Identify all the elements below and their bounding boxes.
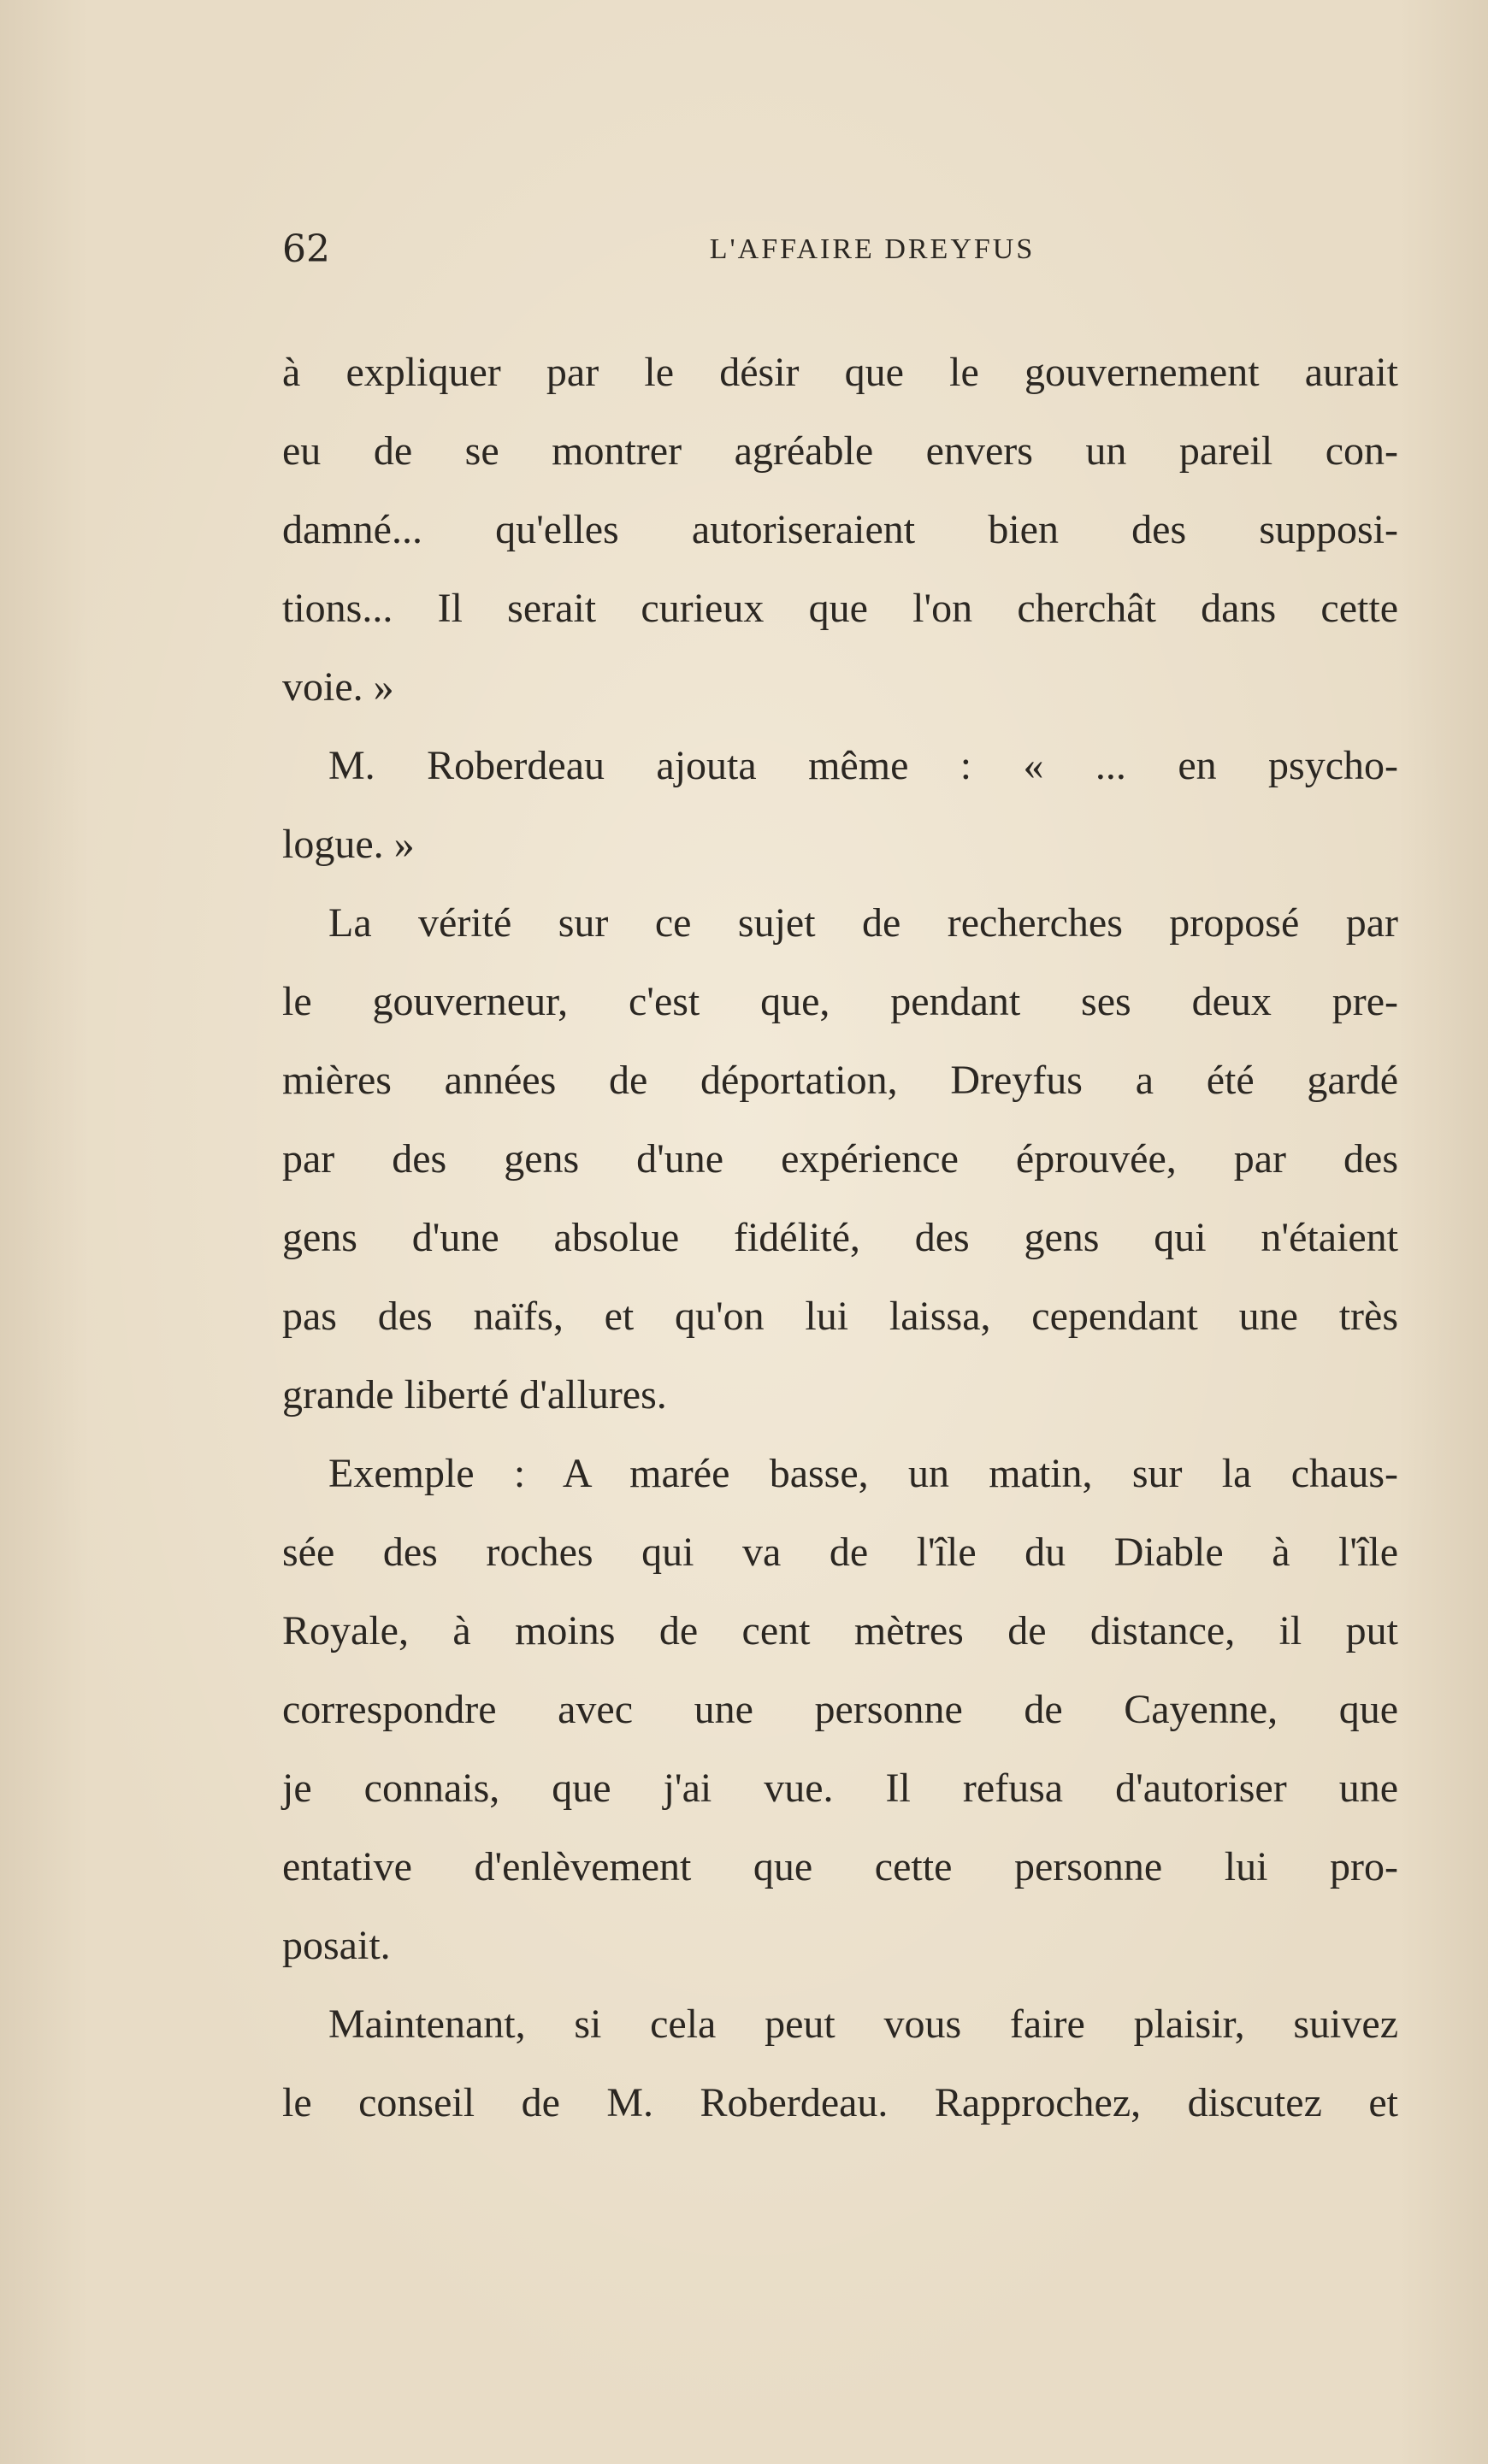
text-line: voie. » (282, 664, 394, 710)
text-line: je connais, que j'ai vue. Il refusa d'autoriser une (282, 1765, 1398, 1811)
text-line: sée des roches qui va de l'île du Diable à l'île (282, 1530, 1398, 1575)
text-line: par des gens d'une expérience éprouvée, par des (282, 1136, 1398, 1182)
text-line: grande liberté d'allures. (282, 1372, 667, 1418)
running-head (282, 224, 1402, 275)
text-line: entative d'enlèvement que cette personne lui pro- (282, 1844, 1398, 1889)
text-line: La vérité sur ce sujet de recherches proposé par (328, 900, 1398, 946)
page-number: 62 (282, 227, 330, 271)
text-line: correspondre avec une personne de Cayenne, que (282, 1687, 1398, 1732)
text-line: gens d'une absolue fidélité, des gens qui n'étaient (282, 1215, 1398, 1260)
text-line: pas des naïfs, et qu'on lui laissa, cependant une très (282, 1294, 1398, 1339)
text-line: le gouverneur, c'est que, pendant ses deux pre- (282, 979, 1398, 1024)
text-line: tions... Il serait curieux que l'on cherchât dans cette (282, 586, 1398, 631)
text-line: damné... qu'elles autoriseraient bien des supposi- (282, 507, 1398, 552)
text-line: Maintenant, si cela peut vous faire plaisir, suivez (328, 2001, 1398, 2047)
text-line: M. Roberdeau ajouta même : « ... en psycho- (328, 743, 1398, 788)
text-line: posait. (282, 1923, 391, 1968)
text-line: Royale, à moins de cent mètres de distance, il put (282, 1608, 1398, 1653)
text-line: à expliquer par le désir que le gouvernement aurait (282, 350, 1398, 395)
body-text (282, 333, 1398, 2143)
text-line: Exemple : A marée basse, un matin, sur la chaus- (328, 1451, 1398, 1496)
text-line: le conseil de M. Roberdeau. Rapprochez, discutez et (282, 2080, 1398, 2125)
text-line: logue. » (282, 822, 415, 867)
text-line: eu de se montrer agréable envers un pareil con- (282, 428, 1398, 474)
running-title: L'AFFAIRE DREYFUS (709, 233, 1036, 265)
text-line: mières années de déportation, Dreyfus a été gardé (282, 1058, 1398, 1103)
